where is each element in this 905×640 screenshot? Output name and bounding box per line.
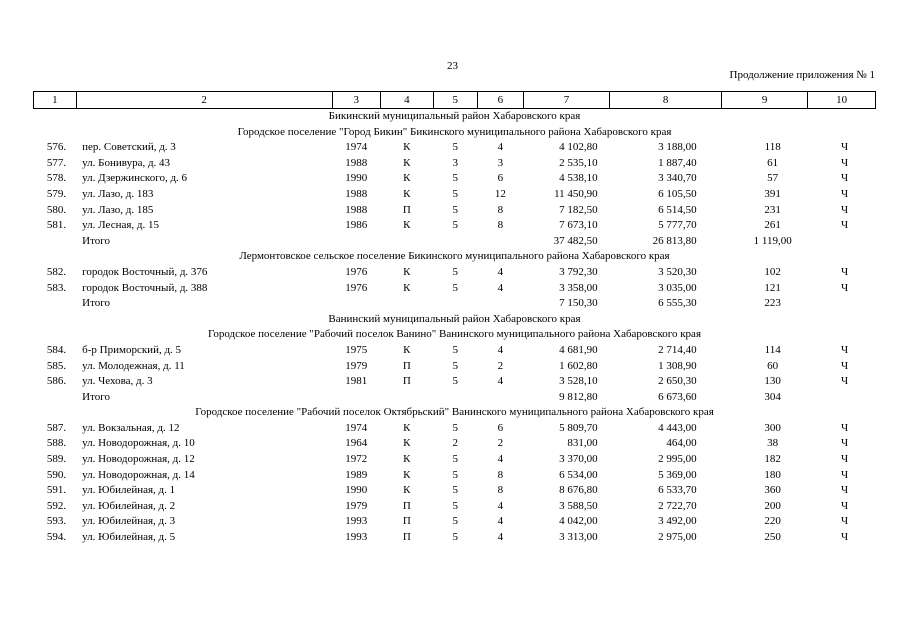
- table-row: [34, 187, 876, 203]
- residents: 300: [764, 421, 781, 434]
- table-row: [34, 218, 876, 234]
- total-area: 1 602,80: [559, 359, 598, 372]
- living-area: 3 520,30: [658, 265, 697, 278]
- total-area: 2 535,10: [559, 156, 598, 169]
- section-heading: Городское поселение "Рабочий поселок Ванино" Ванинского муниципального района Хабаровского края: [207, 328, 702, 341]
- status: Ч: [841, 343, 849, 356]
- column-header: 1: [34, 92, 77, 109]
- residents: 180: [764, 468, 781, 481]
- residents: 114: [764, 343, 781, 356]
- section-heading-row: [34, 327, 876, 343]
- table-row: [34, 421, 876, 437]
- year-built: 1974: [345, 141, 368, 154]
- total-area: 4 102,80: [559, 141, 598, 154]
- wall-material: П: [402, 203, 411, 216]
- status: Ч: [841, 219, 849, 232]
- row-number: [34, 234, 77, 250]
- status: [808, 296, 876, 312]
- entrances: [477, 234, 523, 250]
- floors: 5: [452, 281, 459, 294]
- floors: 5: [452, 468, 459, 481]
- status: Ч: [841, 421, 849, 434]
- living-area: 5 777,70: [658, 219, 697, 232]
- table-row: [34, 281, 876, 297]
- floors: 5: [452, 359, 459, 372]
- table-row: [34, 436, 876, 452]
- floors: 2: [452, 437, 459, 450]
- total-label: Итого: [82, 234, 110, 247]
- row-number: 577.: [46, 156, 67, 169]
- year-built: 1974: [345, 421, 368, 434]
- row-number: 578.: [46, 172, 67, 185]
- year-built: [332, 390, 380, 406]
- floors: 5: [452, 203, 459, 216]
- year-built: 1979: [345, 499, 368, 512]
- year-built: 1988: [345, 156, 368, 169]
- table-row: [34, 483, 876, 499]
- entrances: 2: [497, 359, 504, 372]
- status: Ч: [841, 375, 849, 388]
- year-built: 1993: [345, 515, 368, 528]
- status: Ч: [841, 531, 849, 544]
- total-area: 37 482,50: [553, 234, 598, 247]
- row-number: 584.: [46, 343, 67, 356]
- table-row: [34, 374, 876, 390]
- year-built: 1964: [345, 437, 368, 450]
- status: Ч: [841, 187, 849, 200]
- wall-material: К: [403, 156, 411, 169]
- living-area: 6 533,70: [658, 484, 697, 497]
- status: Ч: [841, 499, 849, 512]
- row-number: 591.: [46, 484, 67, 497]
- residents: 1 119,00: [753, 234, 792, 247]
- year-built: 1981: [345, 375, 368, 388]
- address: ул. Юбилейная, д. 5: [82, 531, 176, 544]
- total-area: 3 528,10: [559, 375, 598, 388]
- residents: 61: [767, 156, 779, 169]
- status: Ч: [841, 265, 849, 278]
- wall-material: К: [403, 281, 411, 294]
- living-area: 3 188,00: [658, 141, 697, 154]
- column-header: 7: [523, 92, 609, 109]
- table-row: [34, 359, 876, 375]
- floors: 5: [452, 531, 459, 544]
- wall-material: К: [403, 437, 411, 450]
- status: Ч: [841, 172, 849, 185]
- year-built: 1972: [345, 453, 368, 466]
- entrances: 4: [497, 515, 504, 528]
- floors: 3: [452, 156, 459, 169]
- table-row: [34, 499, 876, 515]
- total-label: Итого: [82, 390, 110, 403]
- address: ул. Лазо, д. 185: [82, 203, 154, 216]
- section-heading-row: [34, 125, 876, 141]
- row-number: [34, 296, 77, 312]
- status: Ч: [841, 453, 849, 466]
- living-area: 2 722,70: [658, 499, 697, 512]
- living-area: 3 340,70: [658, 172, 697, 185]
- entrances: [477, 390, 523, 406]
- year-built: 1993: [345, 531, 368, 544]
- residents: 102: [764, 265, 781, 278]
- wall-material: К: [403, 343, 411, 356]
- address: ул. Дзержинского, д. 6: [82, 172, 188, 185]
- table-body: [34, 109, 876, 546]
- total-area: 7 182,50: [559, 203, 598, 216]
- living-area: 1 308,90: [658, 359, 697, 372]
- section-heading-row: [34, 249, 876, 265]
- row-number: 583.: [46, 281, 67, 294]
- year-built: 1986: [345, 219, 368, 232]
- residents: 231: [764, 203, 781, 216]
- row-number: 590.: [46, 468, 67, 481]
- address: ул. Новодорожная, д. 10: [82, 437, 195, 450]
- table-row: [34, 203, 876, 219]
- row-number: 586.: [46, 375, 67, 388]
- wall-material: К: [403, 172, 411, 185]
- wall-material: П: [402, 499, 411, 512]
- wall-material: К: [403, 219, 411, 232]
- address: ул. Лазо, д. 183: [82, 187, 154, 200]
- total-area: 9 812,80: [559, 390, 598, 403]
- residents: 38: [767, 437, 779, 450]
- address: ул. Молодежная, д. 11: [82, 359, 185, 372]
- living-area: 6 673,60: [658, 390, 697, 403]
- table-row: [34, 514, 876, 530]
- residents: 250: [764, 531, 781, 544]
- entrances: [477, 296, 523, 312]
- address: ул. Чехова, д. 3: [82, 375, 153, 388]
- column-number-row: [34, 92, 876, 109]
- status: Ч: [841, 359, 849, 372]
- row-number: 576.: [46, 141, 67, 154]
- floors: 5: [452, 421, 459, 434]
- residents: 223: [764, 297, 781, 310]
- table-row: [34, 343, 876, 359]
- year-built: [332, 234, 380, 250]
- floors: 5: [452, 141, 459, 154]
- living-area: 5 369,00: [658, 468, 697, 481]
- entrances: 4: [497, 499, 504, 512]
- living-area: 2 975,00: [658, 531, 697, 544]
- total-area: 7 150,30: [559, 297, 598, 310]
- living-area: 6 514,50: [658, 203, 697, 216]
- living-area: 3 492,00: [658, 515, 697, 528]
- total-area: 4 681,90: [559, 343, 598, 356]
- entrances: 4: [497, 343, 504, 356]
- total-label: Итого: [82, 297, 110, 310]
- residents: 360: [764, 484, 781, 497]
- total-area: 4 538,10: [559, 172, 598, 185]
- wall-material: К: [403, 484, 411, 497]
- entrances: 3: [497, 156, 504, 169]
- total-row: [34, 390, 876, 406]
- row-number: 588.: [46, 437, 67, 450]
- status: Ч: [841, 437, 849, 450]
- section-heading-row: [34, 312, 876, 328]
- column-header: 6: [477, 92, 523, 109]
- total-area: 4 042,00: [559, 515, 598, 528]
- residents: 220: [764, 515, 781, 528]
- entrances: 8: [497, 203, 504, 216]
- total-area: 11 450,90: [554, 187, 598, 200]
- total-area: 3 588,50: [559, 499, 598, 512]
- year-built: 1976: [345, 281, 368, 294]
- residents: 60: [767, 359, 779, 372]
- total-area: 831,00: [567, 437, 598, 450]
- address: ул. Юбилейная, д. 2: [82, 499, 176, 512]
- address: ул. Юбилейная, д. 1: [82, 484, 176, 497]
- wall-material: П: [402, 359, 411, 372]
- floors: 5: [452, 484, 459, 497]
- residents: 200: [764, 499, 781, 512]
- wall-material: [380, 390, 433, 406]
- address: пер. Советский, д. 3: [82, 141, 176, 154]
- page-number: 23: [447, 60, 458, 72]
- table-row: [34, 140, 876, 156]
- wall-material: П: [402, 375, 411, 388]
- wall-material: К: [403, 141, 411, 154]
- wall-material: К: [403, 265, 411, 278]
- residents: 261: [764, 219, 781, 232]
- wall-material: П: [402, 531, 411, 544]
- table-row: [34, 156, 876, 172]
- residents: 121: [764, 281, 781, 294]
- year-built: 1976: [345, 265, 368, 278]
- total-area: 7 673,10: [559, 219, 598, 232]
- status: Ч: [841, 468, 849, 481]
- floors: 5: [452, 219, 459, 232]
- residents: 304: [764, 390, 781, 403]
- status: Ч: [841, 156, 849, 169]
- table-row: [34, 452, 876, 468]
- entrances: 4: [497, 265, 504, 278]
- floors: 5: [452, 499, 459, 512]
- year-built: 1990: [345, 484, 368, 497]
- living-area: 2 995,00: [658, 453, 697, 466]
- table-row: [34, 530, 876, 546]
- residents: 130: [764, 375, 781, 388]
- entrances: 6: [497, 172, 504, 185]
- total-area: 5 809,70: [559, 421, 598, 434]
- section-heading: Лермонтовское сельское поселение Бикинского муниципального района Хабаровского края: [239, 250, 670, 263]
- living-area: 6 105,50: [658, 187, 697, 200]
- status: Ч: [841, 281, 849, 294]
- row-number: [34, 390, 77, 406]
- wall-material: К: [403, 421, 411, 434]
- status: Ч: [841, 484, 849, 497]
- living-area: 2 714,40: [658, 343, 697, 356]
- continuation-label: Продолжение приложения № 1: [729, 69, 875, 81]
- row-number: 581.: [46, 219, 67, 232]
- column-header: 2: [76, 92, 332, 109]
- residents: 391: [764, 187, 781, 200]
- entrances: 4: [497, 375, 504, 388]
- address: ул. Бонивура, д. 43: [82, 156, 171, 169]
- total-row: [34, 296, 876, 312]
- entrances: 2: [497, 437, 504, 450]
- column-header: 9: [722, 92, 808, 109]
- floors: [433, 390, 477, 406]
- address: ул. Вокзальная, д. 12: [82, 421, 180, 434]
- residents: 118: [764, 141, 781, 154]
- living-area: 26 813,80: [652, 234, 697, 247]
- entrances: 4: [497, 141, 504, 154]
- wall-material: [380, 296, 433, 312]
- floors: [433, 234, 477, 250]
- address: ул. Новодорожная, д. 12: [82, 453, 195, 466]
- living-area: 6 555,30: [658, 297, 697, 310]
- floors: 5: [452, 187, 459, 200]
- address: городок Восточный, д. 388: [82, 281, 208, 294]
- row-number: 592.: [46, 499, 67, 512]
- year-built: 1989: [345, 468, 368, 481]
- row-number: 593.: [46, 515, 67, 528]
- section-heading-row: [34, 405, 876, 421]
- entrances: 6: [497, 421, 504, 434]
- total-row: [34, 234, 876, 250]
- status: Ч: [841, 141, 849, 154]
- wall-material: К: [403, 453, 411, 466]
- entrances: 4: [497, 281, 504, 294]
- floors: 5: [452, 265, 459, 278]
- column-header: 8: [610, 92, 722, 109]
- residents: 182: [764, 453, 781, 466]
- row-number: 585.: [46, 359, 67, 372]
- total-area: 8 676,80: [559, 484, 598, 497]
- living-area: 2 650,30: [658, 375, 697, 388]
- address: ул. Юбилейная, д. 3: [82, 515, 176, 528]
- total-area: 3 313,00: [559, 531, 598, 544]
- entrances: 8: [497, 219, 504, 232]
- address: городок Восточный, д. 376: [82, 265, 208, 278]
- row-number: 587.: [46, 421, 67, 434]
- entrances: 8: [497, 468, 504, 481]
- housing-table: [33, 91, 876, 546]
- year-built: 1990: [345, 172, 368, 185]
- total-area: 3 358,00: [559, 281, 598, 294]
- floors: 5: [452, 515, 459, 528]
- row-number: 579.: [46, 187, 67, 200]
- year-built: [332, 296, 380, 312]
- total-area: 3 792,30: [559, 265, 598, 278]
- address: б-р Приморский, д. 5: [82, 343, 182, 356]
- entrances: 4: [497, 453, 504, 466]
- floors: 5: [452, 375, 459, 388]
- wall-material: [380, 234, 433, 250]
- column-header: 10: [808, 92, 876, 109]
- floors: 5: [452, 453, 459, 466]
- row-number: 594.: [46, 531, 67, 544]
- column-header: 5: [433, 92, 477, 109]
- living-area: 464,00: [666, 437, 697, 450]
- total-area: 6 534,00: [559, 468, 598, 481]
- column-header: 4: [380, 92, 433, 109]
- status: Ч: [841, 515, 849, 528]
- address: ул. Новодорожная, д. 14: [82, 468, 195, 481]
- entrances: 8: [497, 484, 504, 497]
- entrances: 4: [497, 531, 504, 544]
- total-area: 3 370,00: [559, 453, 598, 466]
- wall-material: П: [402, 515, 411, 528]
- row-number: 589.: [46, 453, 67, 466]
- year-built: 1979: [345, 359, 368, 372]
- floors: [433, 296, 477, 312]
- status: Ч: [841, 203, 849, 216]
- year-built: 1988: [345, 187, 368, 200]
- year-built: 1988: [345, 203, 368, 216]
- living-area: 3 035,00: [658, 281, 697, 294]
- status: [808, 390, 876, 406]
- table-row: [34, 468, 876, 484]
- row-number: 580.: [46, 203, 67, 216]
- section-heading-row: [34, 109, 876, 125]
- table-row: [34, 265, 876, 281]
- entrances: 12: [494, 187, 506, 200]
- living-area: 1 887,40: [658, 156, 697, 169]
- section-heading: Городское поселение "Рабочий поселок Октябрьский" Ванинского муниципального района Хабаровского края: [195, 406, 714, 419]
- address: ул. Лесная, д. 15: [82, 219, 160, 232]
- section-heading: Бикинский муниципальный район Хабаровского края: [328, 110, 581, 122]
- residents: 57: [767, 172, 779, 185]
- wall-material: К: [403, 468, 411, 481]
- wall-material: К: [403, 187, 411, 200]
- status: [808, 234, 876, 250]
- table-row: [34, 171, 876, 187]
- floors: 5: [452, 172, 459, 185]
- living-area: 4 443,00: [658, 421, 697, 434]
- floors: 5: [452, 343, 459, 356]
- row-number: 582.: [46, 265, 67, 278]
- column-header: 3: [332, 92, 380, 109]
- year-built: 1975: [345, 343, 368, 356]
- section-heading: Ванинский муниципальный район Хабаровского края: [328, 312, 581, 325]
- section-heading: Городское поселение "Город Бикин" Бикинского муниципального района Хабаровского края: [237, 125, 672, 138]
